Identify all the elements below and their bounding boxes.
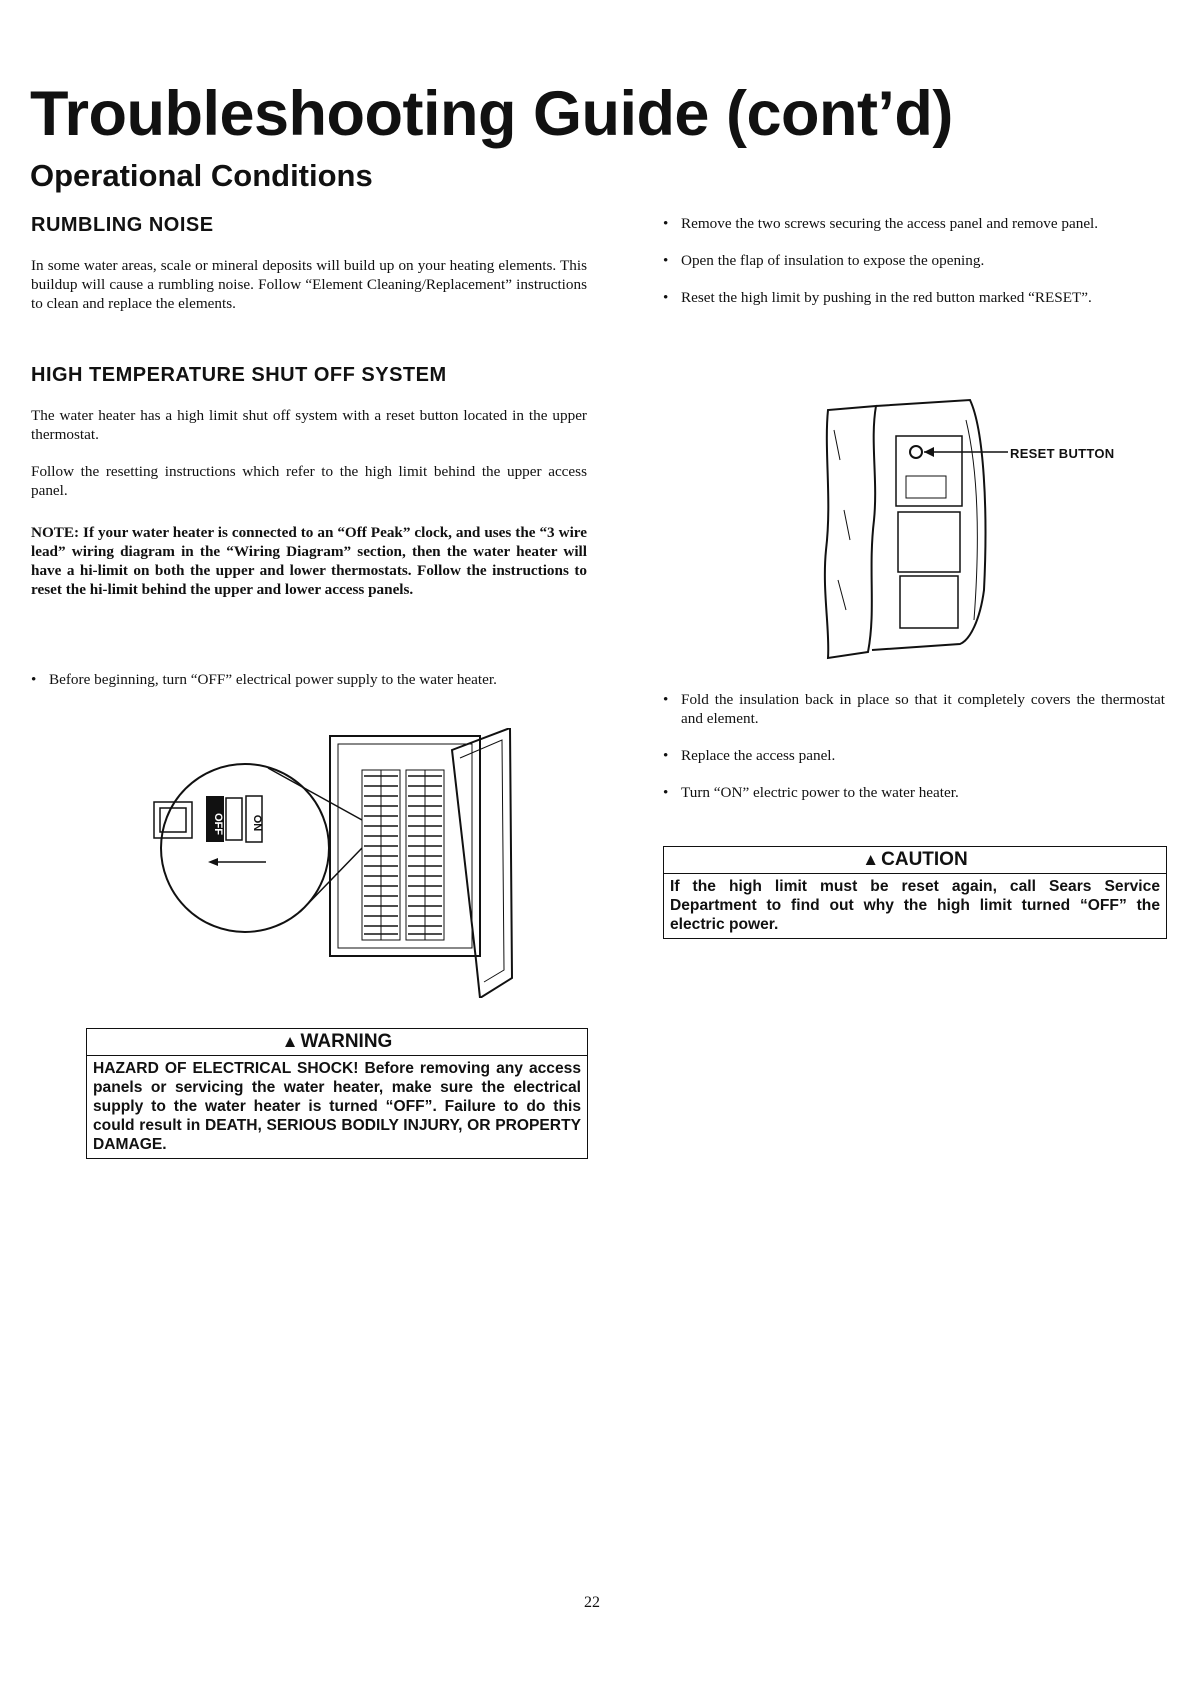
warning-header <box>87 1029 587 1056</box>
breaker-panel-figure <box>150 728 530 998</box>
high-temp-intro: The water heater has a high limit shut off system with a reset button located in the upper thermostat. <box>31 407 587 443</box>
heater-opening <box>872 400 985 650</box>
reset-steps-list <box>663 214 1165 307</box>
warning-triangle-icon: ▲ <box>281 1032 299 1051</box>
panel-inner <box>338 744 472 948</box>
high-temp-heading: HIGH TEMPERATURE SHUT OFF SYSTEM <box>31 364 447 386</box>
list-item: • Reset the high limit by pushing in the red button marked “RESET”. <box>663 288 1165 307</box>
caution-text: If the high limit must be reset again, call Sears Service Department to find out why the high limit turned “OFF” the electric power. <box>670 878 1160 933</box>
warning-text: HAZARD OF ELECTRICAL SHOCK! Before removing any access panels or servicing the water heater, make sure the electrical supply to the water heater is turned “OFF”. Failure to do this could result in DEATH, SERIOUS BODILY INJURY, OR PROPERTY DAMAGE. <box>93 1060 581 1153</box>
insulation-flap <box>825 406 876 658</box>
magnifier-circle <box>161 764 329 932</box>
list-item: • Before beginning, turn “OFF” electrical power supply to the water heater. <box>31 670 587 689</box>
before-beginning-list <box>31 670 587 689</box>
caution-box <box>663 846 1167 939</box>
breaker-on-label: ON <box>251 814 263 832</box>
rumbling-noise-text: In some water areas, scale or mineral deposits will build up on your heating elements. This buildup will cause a rumbling noise. Follow “Element Cleaning/Replacement” instructions to clean and replace the elements. <box>31 257 587 312</box>
finish-steps-list <box>663 690 1165 802</box>
list-item: • Open the flap of insulation to expose the opening. <box>663 251 1165 270</box>
panel-box <box>330 736 480 956</box>
warning-box <box>86 1028 588 1159</box>
heating-element <box>900 576 958 628</box>
caution-label: CAUTION <box>881 849 968 870</box>
list-item: • Replace the access panel. <box>663 746 1165 765</box>
page-number: 22 <box>584 1594 600 1611</box>
caution-triangle-icon: ▲ <box>862 850 880 869</box>
page-title: Troubleshooting Guide (cont’d) <box>30 79 953 149</box>
list-item: • Turn “ON” electric power to the water heater. <box>663 783 1165 802</box>
rumbling-noise-heading: RUMBLING NOISE <box>31 214 214 236</box>
reset-button-figure <box>820 390 1010 662</box>
breaker-off-label: OFF <box>212 813 224 835</box>
breaker-rows <box>362 770 444 940</box>
reset-button-label: RESET BUTTON <box>1010 446 1115 461</box>
warning-label: WARNING <box>300 1031 393 1052</box>
reset-button <box>910 446 922 458</box>
list-item: • Fold the insulation back in place so that it completely covers the thermostat and element. <box>663 690 1165 728</box>
list-item: • Remove the two screws securing the access panel and remove panel. <box>663 214 1165 233</box>
high-temp-follow-text: Follow the resetting instructions which refer to the high limit behind the upper access panel. <box>31 463 587 499</box>
section-title: Operational Conditions <box>30 158 373 193</box>
off-peak-note: NOTE: If your water heater is connected to an “Off Peak” clock, and uses the “3 wire lead” wiring diagram in the “Wiring Diagram” section, then the water heater will have a hi-limit on both the upper and lower thermostats. Follow the instructions to reset the hi-limit behind the upper and lower access panels. <box>31 524 587 598</box>
caution-header <box>664 847 1166 874</box>
